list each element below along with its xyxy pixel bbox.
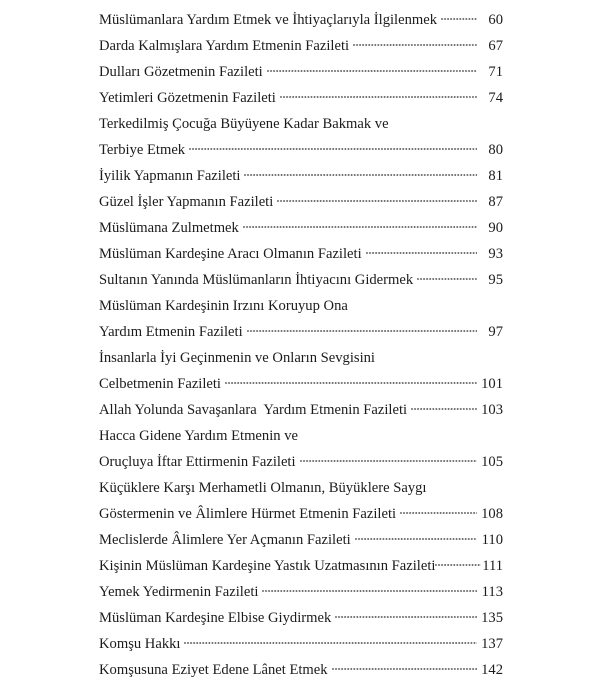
toc-entry-title: Müslümana Zulmetmek (99, 220, 239, 236)
toc-entry[interactable] (99, 657, 503, 683)
toc-dot-leader (225, 373, 477, 388)
toc-entry-title: Yemek Yedirmenin Fazileti (99, 584, 259, 600)
toc-entry[interactable] (99, 189, 503, 215)
toc-dot-leader (280, 87, 477, 102)
toc-dot-leader (332, 659, 477, 674)
toc-entry[interactable] (99, 33, 503, 59)
toc-entry-title: İyilik Yapmanın Fazileti (99, 168, 241, 184)
toc-entry-page-number: 135 (481, 610, 503, 626)
toc-entry-title: İnsanlarla İyi Geçinmenin ve Onların Sevgisini (99, 350, 375, 366)
toc-entry-page-number: 67 (488, 38, 503, 54)
toc-dot-leader (355, 529, 477, 544)
toc-entry[interactable] (99, 7, 503, 33)
toc-entry-title: Kişinin Müslüman Kardeşine Yastık Uzatmasının Fazileti (99, 558, 436, 574)
toc-entry-title: Meclislerde Âlimlere Yer Açmanın Fazileti (99, 532, 351, 548)
toc-entry-page-number: 87 (488, 194, 503, 210)
toc-entry-page-number: 71 (488, 64, 503, 80)
toc-entry-page-number: 142 (481, 662, 503, 678)
toc-dot-leader (243, 217, 477, 232)
toc-dot-leader (247, 321, 477, 336)
toc-dot-leader (426, 477, 503, 492)
toc-entry[interactable] (99, 267, 503, 293)
toc-entry-title: Celbetmenin Fazileti (99, 376, 221, 392)
toc-entry-page-number: 108 (481, 506, 503, 522)
toc-entry-title: Müslüman Kardeşine Elbise Giydirmek (99, 610, 332, 626)
toc-dot-leader (262, 581, 477, 596)
toc-entry-title: Müslüman Kardeşine Aracı Olmanın Fazileti (99, 246, 362, 262)
toc-entry-title: Komşu Hakkı (99, 636, 181, 652)
toc-dot-leader (335, 607, 477, 622)
toc-entry-page-number: 113 (481, 584, 503, 600)
toc-entry[interactable] (99, 553, 503, 579)
toc-entry[interactable] (99, 137, 503, 163)
toc-dot-leader (389, 113, 503, 128)
toc-entry-title: Oruçluya İftar Ettirmenin Fazileti (99, 454, 296, 470)
toc-entry-title: Göstermenin ve Âlimlere Hürmet Etmenin Fazileti (99, 506, 397, 522)
toc-dot-leader (300, 451, 477, 466)
toc-dot-leader (267, 61, 477, 76)
toc-entry-page-number: 111 (482, 558, 503, 574)
toc-entry-page-number: 103 (481, 402, 503, 418)
toc-entry-page-number: 137 (481, 636, 503, 652)
toc-entry[interactable] (99, 163, 503, 189)
toc-entry-page-number: 93 (488, 246, 503, 262)
toc-entry-title: Müslümanlara Yardım Etmek ve İhtiyaçlarıyla İlgilenmek (99, 12, 437, 28)
toc-entry[interactable] (99, 293, 503, 319)
toc-entry-title: Yardım Etmenin Fazileti (99, 324, 243, 340)
toc-entry-title: Komşusuna Eziyet Edene Lânet Etmek (99, 662, 328, 678)
toc-entry[interactable] (99, 215, 503, 241)
toc-entry-title: Hacca Gidene Yardım Etmenin ve (99, 428, 298, 444)
toc-entry-page-number: 74 (488, 90, 503, 106)
toc-list (99, 7, 503, 683)
toc-entry[interactable] (99, 111, 503, 137)
toc-entry-page-number: 101 (481, 376, 503, 392)
toc-entry[interactable] (99, 449, 503, 475)
toc-dot-leader (184, 633, 477, 648)
toc-entry[interactable] (99, 371, 503, 397)
toc-entry-page-number: 110 (481, 532, 503, 548)
toc-entry-page-number: 80 (488, 142, 503, 158)
toc-entry-title: Yetimleri Gözetmenin Fazileti (99, 90, 276, 106)
toc-dot-leader (244, 165, 477, 180)
toc-entry-title: Güzel İşler Yapmanın Fazileti (99, 194, 274, 210)
toc-entry-page-number: 90 (488, 220, 503, 236)
toc-entry[interactable] (99, 397, 503, 423)
toc-dot-leader (189, 139, 477, 154)
toc-entry[interactable] (99, 579, 503, 605)
toc-entry-title: Dulları Gözetmenin Fazileti (99, 64, 263, 80)
toc-entry-page-number: 60 (488, 12, 503, 28)
toc-dot-leader (366, 243, 477, 258)
toc-entry[interactable] (99, 241, 503, 267)
toc-entry-page-number: 95 (488, 272, 503, 288)
toc-dot-leader (348, 295, 503, 310)
toc-entry-title: Müslüman Kardeşinin Irzını Koruyup Ona (99, 298, 348, 314)
toc-entry-title: Darda Kalmışlara Yardım Etmenin Fazileti (99, 38, 350, 54)
toc-entry[interactable] (99, 605, 503, 631)
toc-dot-leader (417, 269, 477, 284)
toc-entry-title: Terbiye Etmek (99, 142, 186, 158)
toc-entry[interactable] (99, 631, 503, 657)
toc-entry[interactable] (99, 475, 503, 501)
toc-entry[interactable] (99, 423, 503, 449)
toc-dot-leader (298, 425, 503, 440)
toc-entry[interactable] (99, 527, 503, 553)
toc-entry-page-number: 97 (488, 324, 503, 340)
toc-entry[interactable] (99, 59, 503, 85)
toc-dot-leader (411, 399, 477, 414)
toc-dot-leader (435, 555, 481, 570)
toc-dot-leader (400, 503, 477, 518)
toc-entry[interactable] (99, 345, 503, 371)
toc-dot-leader (375, 347, 503, 362)
toc-dot-leader (441, 9, 477, 24)
toc-entry-page-number: 105 (481, 454, 503, 470)
toc-entry[interactable] (99, 501, 503, 527)
toc-entry-page-number: 81 (488, 168, 503, 184)
toc-dot-leader (277, 191, 477, 206)
toc-entry-title: Allah Yolunda Savaşanlara Yardım Etmenin Fazileti (99, 402, 408, 418)
toc-entry-title: Sultanın Yanında Müslümanların İhtiyacını Gidermek (99, 272, 414, 288)
toc-entry[interactable] (99, 85, 503, 111)
toc-entry-title: Küçüklere Karşı Merhametli Olmanın, Büyüklere Saygı (99, 480, 427, 496)
toc-dot-leader (353, 35, 477, 50)
toc-entry-title: Terkedilmiş Çocuğa Büyüyene Kadar Bakmak ve (99, 116, 389, 132)
toc-entry[interactable] (99, 319, 503, 345)
